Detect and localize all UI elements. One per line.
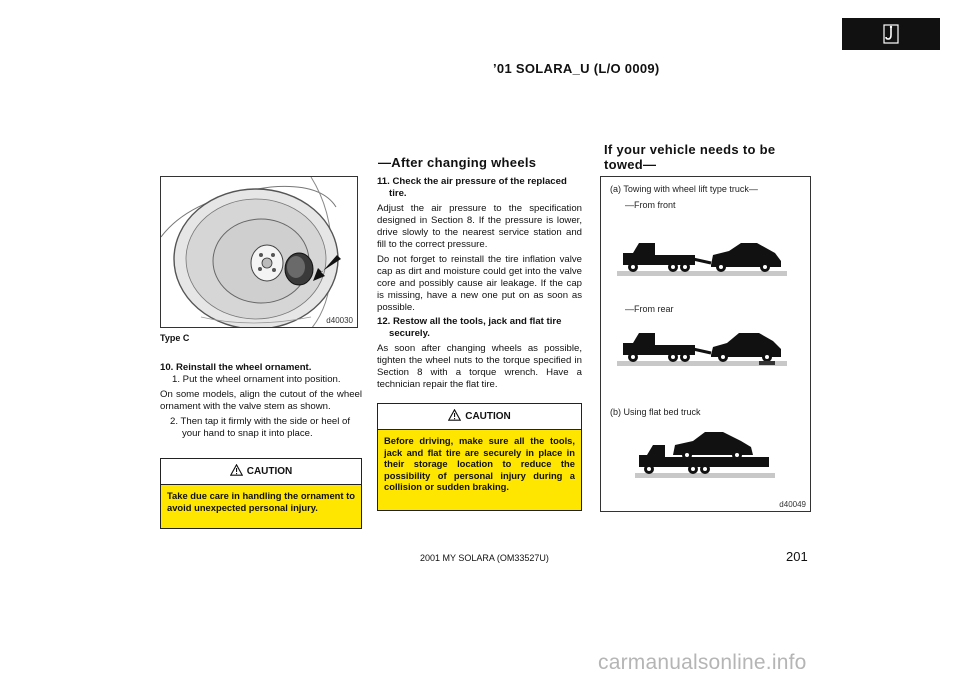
step-10-paragraph: On some models, align the cutout of the wheel ornament with the valve stem as shown. <box>160 389 362 412</box>
towing-heading: If your vehicle needs to be towed— <box>604 142 776 172</box>
step-10-title: 10. Reinstall the wheel ornament. <box>160 362 312 373</box>
tow-label-rear: —From rear <box>625 304 674 314</box>
step-10-sub-2: 2. Then tap it firmly with the side or heel of your hand to snap it into place. <box>170 416 351 439</box>
tow-hook-icon <box>883 24 899 44</box>
flat-bed-illustration <box>635 429 775 483</box>
wheel-lift-front-illustration <box>617 237 787 282</box>
left-column <box>160 362 362 440</box>
caution-box-ornament <box>160 458 362 529</box>
wheel-ornament-figure <box>160 176 358 328</box>
step-10-sub-1: 1. Put the wheel ornament into position. <box>172 374 341 385</box>
document-header: ’01 SOLARA_U (L/O 0009) <box>493 61 660 76</box>
caution-text: Before driving, make sure all the tools, jack and flat tire are securely in place in their storage location to reduce the possibility of personal injury during a collision or sudden braking. <box>384 435 575 492</box>
figure-code: d40030 <box>326 316 353 325</box>
figure-caption: Type C <box>160 333 190 343</box>
after-changing-heading: —After changing wheels <box>378 155 537 170</box>
caution-header <box>378 404 581 430</box>
warning-triangle-icon <box>230 464 243 476</box>
step-12-paragraph: As soon after changing wheels as possible, tighten the wheel nuts to the torque specified in Section 8 with a torque wrench. Have a technician repair the flat tire. <box>377 343 582 390</box>
step-11-paragraph-1: Adjust the air pressure to the specification designed in Section 8. If the pressure is lower, drive slowly to the nearest service station and fill to the correct pressure. <box>377 203 582 250</box>
step-11-paragraph-2: Do not forget to reinstall the tire inflation valve cap as dirt and moisture could get into the valve core and possibly cause air leakage. If the cap is missing, have a new one put on as soon as possible. <box>377 254 582 313</box>
caution-header <box>161 459 361 485</box>
warning-triangle-icon <box>448 409 461 421</box>
towing-figure <box>600 176 811 512</box>
wheel-lift-rear-illustration <box>617 327 787 372</box>
middle-column <box>377 176 582 391</box>
watermark: carmanualsonline.info <box>598 651 807 674</box>
tow-label-b: (b) Using flat bed truck <box>610 407 701 417</box>
footer-model: 2001 MY SOLARA (OM33527U) <box>420 553 549 563</box>
caution-box-tools <box>377 403 582 511</box>
caution-title: CAUTION <box>465 411 511 422</box>
tow-label-a: (a) Towing with wheel lift type truck— <box>610 184 758 194</box>
wheel-illustration <box>161 177 358 328</box>
tow-label-front: —From front <box>625 200 676 210</box>
step-11-title: 11. Check the air pressure of the replaced tire. <box>377 176 567 199</box>
step-12-title: 12. Restow all the tools, jack and flat tire securely. <box>377 316 562 339</box>
caution-text: Take due care in handling the ornament to avoid unexpected personal injury. <box>167 490 355 513</box>
caution-title: CAUTION <box>246 466 293 477</box>
page-number: 201 <box>786 549 808 564</box>
chapter-tab <box>842 18 940 50</box>
figure-code: d40049 <box>779 500 806 509</box>
